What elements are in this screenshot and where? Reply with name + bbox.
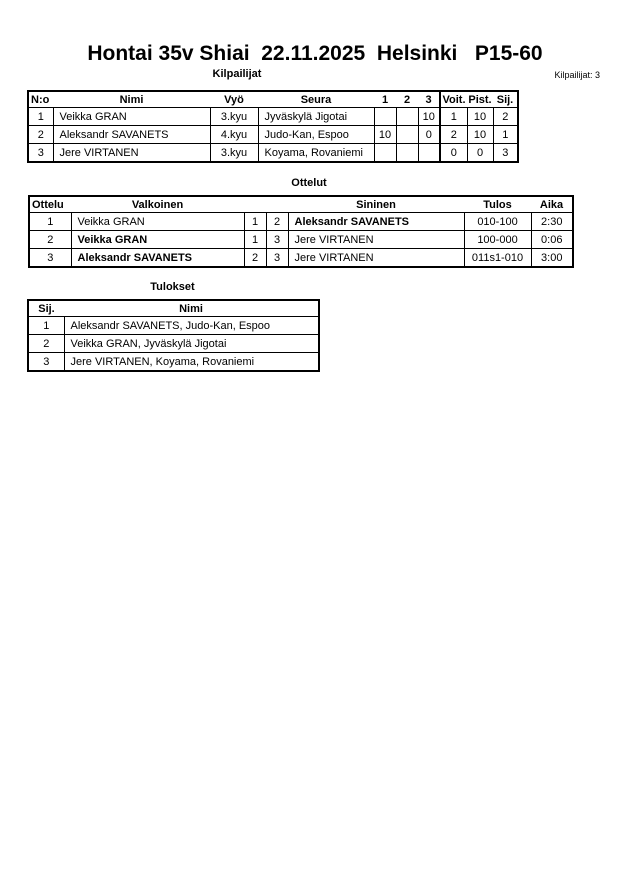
col-header-empty (266, 196, 288, 213)
results-section-label: Tulokset (150, 281, 195, 293)
white-player-name: Veikka GRAN (71, 213, 244, 231)
competitors-count-label: Kilpailijat: 3 (554, 70, 600, 80)
competitor-club: Jyväskylä Jigotai (258, 108, 374, 126)
table-row (28, 144, 518, 163)
round1-score (374, 144, 396, 163)
competitor-club: Judo-Kan, Espoo (258, 126, 374, 144)
white-player-name: Aleksandr SAVANETS (71, 249, 244, 268)
match-no: 1 (29, 213, 71, 231)
table-row (29, 213, 573, 231)
table-row (28, 126, 518, 144)
blue-player-name: Jere VIRTANEN (288, 231, 464, 249)
page-title: Hontai 35v Shiai 22.11.2025 Helsinki P15-60 (87, 42, 543, 65)
match-time: 3:00 (531, 249, 573, 268)
competitor-belt: 4.kyu (210, 126, 258, 144)
competitor-belt: 3.kyu (210, 108, 258, 126)
competitors-table (27, 90, 519, 163)
match-no: 3 (29, 249, 71, 268)
col-header-place: Sij. (38, 302, 55, 315)
competitor-no: 1 (28, 108, 53, 126)
points-value: 10 (467, 108, 493, 126)
matches-header-row (29, 196, 573, 213)
competitor-no: 2 (28, 126, 53, 144)
round2-score (396, 144, 418, 163)
round3-score: 10 (418, 108, 440, 126)
table-row (28, 108, 518, 126)
match-result: 100-000 (464, 231, 531, 249)
result-name: Jere VIRTANEN, Koyama, Rovaniemi (64, 353, 319, 372)
col-header-match: Ottelu (32, 198, 64, 211)
matches-table (28, 195, 574, 268)
col-header-place: Sij. (496, 93, 514, 106)
result-name: Veikka GRAN, Jyväskylä Jigotai (64, 335, 319, 353)
table-row (28, 353, 319, 372)
round3-score: 0 (418, 126, 440, 144)
result-place: 2 (28, 335, 64, 353)
competitors-header-row (28, 91, 518, 108)
points-value: 0 (467, 144, 493, 163)
wins-value: 1 (440, 108, 467, 126)
col-header-belt: Vyö (224, 93, 244, 106)
competitor-club: Koyama, Rovaniemi (258, 144, 374, 163)
competitor-name: Aleksandr SAVANETS (53, 126, 210, 144)
col-header-empty (244, 196, 266, 213)
competitors-section-label: Kilpailijat (212, 68, 262, 80)
match-no: 2 (29, 231, 71, 249)
competitor-belt: 3.kyu (210, 144, 258, 163)
round2-score (396, 126, 418, 144)
match-time: 0:06 (531, 231, 573, 249)
points-value: 10 (467, 126, 493, 144)
round2-score (396, 108, 418, 126)
table-row (29, 249, 573, 268)
round1-score: 10 (374, 126, 396, 144)
result-place: 1 (28, 317, 64, 335)
matches-section-label: Ottelut (291, 177, 327, 189)
match-result: 011s1-010 (464, 249, 531, 268)
col-header-round1: 1 (381, 93, 389, 106)
col-header-round2: 2 (403, 93, 411, 106)
col-header-no: N:o (31, 93, 50, 106)
match-result: 010-100 (464, 213, 531, 231)
round3-score (418, 144, 440, 163)
competitor-name: Jere VIRTANEN (53, 144, 210, 163)
result-name: Aleksandr SAVANETS, Judo-Kan, Espoo (64, 317, 319, 335)
col-header-time: Aika (539, 198, 564, 211)
col-header-name: Nimi (179, 302, 203, 315)
col-header-blue: Sininen (356, 198, 396, 211)
blue-player-no: 2 (266, 213, 288, 231)
match-time: 2:30 (531, 213, 573, 231)
white-player-no: 1 (244, 231, 266, 249)
col-header-round3: 3 (425, 93, 432, 106)
white-player-no: 2 (244, 249, 266, 268)
col-header-white: Valkoinen (131, 198, 184, 211)
round1-score (374, 108, 396, 126)
place-value: 1 (493, 126, 518, 144)
blue-player-no: 3 (266, 249, 288, 268)
white-player-name: Veikka GRAN (71, 231, 244, 249)
place-value: 2 (493, 108, 518, 126)
result-place: 3 (28, 353, 64, 372)
col-header-name: Nimi (119, 93, 144, 106)
white-player-no: 1 (244, 213, 266, 231)
blue-player-name: Jere VIRTANEN (288, 249, 464, 268)
col-header-points: Pist. (468, 93, 492, 106)
competitor-name: Veikka GRAN (53, 108, 210, 126)
blue-player-name: Aleksandr SAVANETS (288, 213, 464, 231)
table-row (29, 231, 573, 249)
table-row (28, 335, 319, 353)
blue-player-no: 3 (266, 231, 288, 249)
place-value: 3 (493, 144, 518, 163)
wins-value: 0 (440, 144, 467, 163)
col-header-wins: Voit. (440, 91, 467, 108)
results-header-row (28, 300, 319, 317)
col-header-club: Seura (300, 93, 332, 106)
wins-value: 2 (440, 126, 467, 144)
competitor-no: 3 (28, 144, 53, 163)
col-header-result: Tulos (483, 198, 512, 211)
table-row (28, 317, 319, 335)
results-table (27, 299, 320, 372)
